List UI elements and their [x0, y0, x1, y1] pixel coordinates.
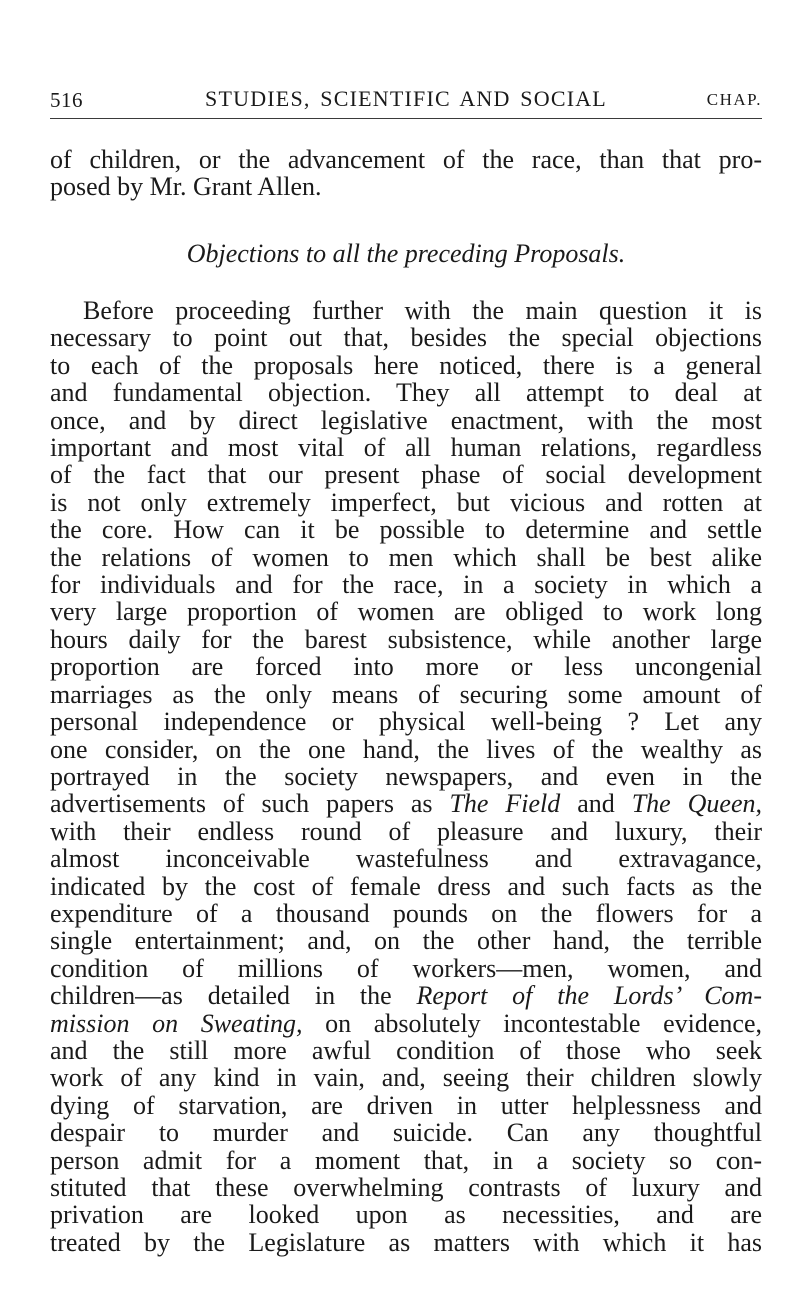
- text-line: portrayed in the society newspapers, and even in the: [50, 761, 762, 791]
- text-line: of the fact that our present phase of social development: [50, 460, 762, 490]
- text-line: single entertainment; and, on the other hand, the terrible: [50, 926, 762, 956]
- text-line: and fundamental objection. They all attempt to deal at: [50, 378, 762, 408]
- text-line: [50, 790, 762, 817]
- main-paragraph: [50, 297, 762, 1256]
- text-line: stituted that these overwhelming contrasts of luxury and: [50, 1173, 762, 1202]
- report-title-part: mission on Sweating,: [50, 1008, 303, 1038]
- text-line: necessary to point out that, besides the special objections: [50, 323, 762, 353]
- text-line: marriages as the only means of securing some amount of: [50, 679, 762, 709]
- text-line: important and most vital of all human relations, regardless: [50, 433, 762, 463]
- chapter-abbreviation: CHAP.: [706, 90, 762, 109]
- text-line: once, and by direct legislative enactment, with the most: [50, 405, 762, 435]
- periodical-title-the-queen: The Queen,: [631, 789, 762, 819]
- text-run: and: [560, 789, 632, 819]
- text-line: proportion are forced into more or less uncongenial: [50, 652, 762, 682]
- running-title: STUDIES, SCIENTIFIC AND SOCIAL: [205, 86, 607, 111]
- text-line: with their endless round of pleasure and luxury, their: [50, 816, 762, 846]
- text-line: almost inconceivable wastefulness and extravagance,: [50, 844, 762, 874]
- text-line: treated by the Legislature as matters with which it has: [50, 1227, 762, 1257]
- text-run: on absolutely incontestable evidence,: [302, 1008, 762, 1038]
- text-line: the core. How can it be possible to determine and settle: [50, 515, 762, 545]
- text-line: one consider, on the one hand, the lives of the wealthy as: [50, 734, 762, 764]
- text-line: person admit for a moment that, in a society so con-: [50, 1145, 762, 1175]
- page-number: 516: [50, 88, 83, 112]
- text-line: and the still more awful condition of those who seek: [50, 1035, 762, 1065]
- text-line: of children, or the advancement of the race, than that pro-: [50, 145, 762, 174]
- text-line: is not only extremely imperfect, but vicious and rotten at: [50, 487, 762, 517]
- text-line: hours daily for the barest subsistence, while another large: [50, 624, 762, 654]
- report-title-part: Report of the Lords’ Com-: [416, 981, 762, 1011]
- text-line: for individuals and for the race, in a society in which a: [50, 570, 762, 600]
- text-line: to each of the proposals here noticed, there is a general: [50, 350, 762, 380]
- text-line: the relations of women to men which shall be best alike: [50, 542, 762, 572]
- section-heading: Objections to all the preceding Proposals.: [186, 239, 626, 268]
- text-line: condition of millions of workers—men, women, and: [50, 953, 762, 983]
- text-line: [50, 1010, 762, 1037]
- opening-paragraph-continuation: [50, 146, 762, 201]
- text-run: advertisements of such papers as: [50, 789, 450, 819]
- text-line: work of any kind in vain, and, seeing their children slowly: [50, 1063, 762, 1093]
- text-line: indicated by the cost of female dress and such facts as the: [50, 871, 762, 901]
- text-line: posed by Mr. Grant Allen.: [50, 172, 322, 202]
- text-line: despair to murder and suicide. Can any thoughtful: [50, 1118, 762, 1148]
- text-run: children—as detailed in the: [50, 981, 417, 1011]
- text-line: dying of starvation, are driven in utter helplessness and: [50, 1090, 762, 1120]
- text-line: [50, 982, 762, 1009]
- text-line: privation are looked upon as necessities, and are: [50, 1200, 762, 1230]
- text-line: expenditure of a thousand pounds on the flowers for a: [50, 898, 762, 928]
- text-line: very large proportion of women are obliged to work long: [50, 597, 762, 627]
- running-header: [50, 84, 762, 119]
- periodical-title-the-field: The Field: [449, 789, 561, 819]
- text-line: personal independence or physical well-being ? Let any: [50, 707, 762, 737]
- text-line: Before proceeding further with the main question it is: [83, 296, 762, 325]
